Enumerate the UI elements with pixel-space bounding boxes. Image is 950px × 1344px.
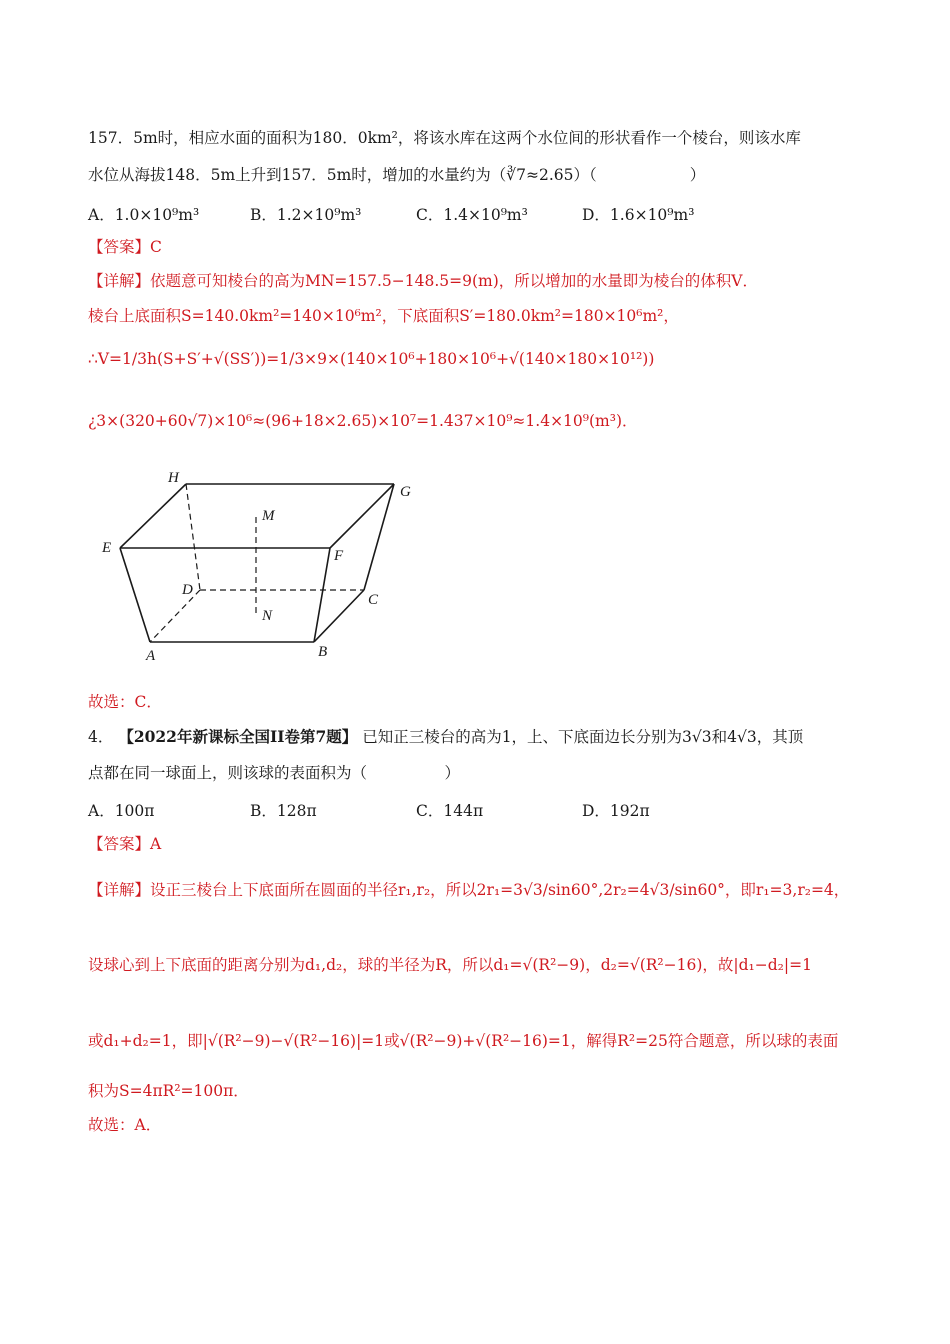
q4-detail-4: 积为S=4πR²=100π． bbox=[88, 1082, 249, 1100]
edge-EH bbox=[120, 484, 186, 548]
label-D: D bbox=[182, 582, 193, 598]
edge-HD bbox=[186, 484, 200, 590]
label-N: N bbox=[262, 608, 273, 624]
label-C: C bbox=[368, 592, 379, 608]
q4-stem-line-1 bbox=[88, 727, 803, 747]
q4-option-c[interactable]: C．144π bbox=[416, 802, 484, 820]
q4-option-a[interactable]: A．100π bbox=[88, 802, 155, 820]
q3-stem-line-1: 157．5m时，相应水面的面积为180．0km²，将该水库在这两个水位间的形状看作一个棱台，则该水库 bbox=[88, 129, 801, 147]
q4-number: 4． bbox=[88, 728, 114, 746]
frustum-diagram bbox=[96, 462, 426, 672]
q4-option-b[interactable]: B．128π bbox=[250, 802, 317, 820]
label-H: H bbox=[168, 470, 179, 486]
q3-detail-3: ∴V=1/3h(S+S′+√(SS′))=1/3×9×(140×10⁶+180×10⁶+√(140×180×10¹²)) bbox=[88, 350, 655, 368]
q3-answer: 【答案】C bbox=[88, 238, 162, 256]
q4-detail-3: 或d₁+d₂=1，即|√(R²−9)−√(R²−16)|=1或√(R²−9)+√(R²−16)=1，解得R²=25符合题意，所以球的表面 bbox=[88, 1032, 839, 1050]
frustum-figure bbox=[96, 462, 426, 676]
q3-detail-4: ¿3×(320+60√7)×10⁶≈(96+18×2.65)×10⁷=1.437×10⁹≈1.4×10⁹(m³)． bbox=[88, 412, 638, 430]
label-F: F bbox=[334, 548, 344, 564]
edge-EA bbox=[120, 548, 150, 642]
q4-answer: 【答案】A bbox=[88, 835, 162, 853]
q4-conclusion: 故选：A． bbox=[88, 1116, 162, 1134]
q3-detail-1: 【详解】依题意可知棱台的高为MN=157.5−148.5=9(m)，所以增加的水量即为棱台的体积V． bbox=[88, 272, 758, 290]
q3-option-a[interactable]: A．1.0×10⁹m³ bbox=[88, 206, 200, 224]
q4-source: 【2022年新课标全国II卷第7题】 bbox=[118, 727, 358, 746]
label-B: B bbox=[318, 644, 328, 660]
q3-option-b[interactable]: B．1.2×10⁹m³ bbox=[250, 206, 362, 224]
q3-detail-2: 棱台上底面积S=140.0km²=140×10⁶m²，下底面积S′=180.0km²=180×10⁶m²， bbox=[88, 307, 679, 325]
label-G: G bbox=[400, 484, 411, 500]
label-M: M bbox=[262, 508, 275, 524]
label-E: E bbox=[102, 540, 112, 556]
q3-option-c[interactable]: C．1.4×10⁹m³ bbox=[416, 206, 528, 224]
q4-detail-2: 设球心到上下底面的距离分别为d₁,d₂，球的半径为R，所以d₁=√(R²−9)，d₂=√(R²−16)，故|d₁−d₂|=1 bbox=[88, 956, 812, 974]
q3-stem-line-2: 水位从海拔148．5m上升到157．5m时，增加的水量约为（∛7≈2.65）（ ） bbox=[88, 166, 706, 184]
q3-conclusion: 故选：C． bbox=[88, 693, 162, 711]
q4-option-d[interactable]: D．192π bbox=[582, 802, 650, 820]
q4-stem-text: 已知正三棱台的高为1，上、下底面边长分别为3√3和4√3，其顶 bbox=[362, 728, 804, 746]
q4-detail-1: 【详解】设正三棱台上下底面所在圆面的半径r₁,r₂，所以2r₁=3√3/sin60°,2r₂=4√3/sin60°，即r₁=3,r₂=4， bbox=[88, 881, 850, 899]
label-A: A bbox=[146, 648, 156, 664]
q4-stem-line-2: 点都在同一球面上，则该球的表面积为（ ） bbox=[88, 764, 461, 782]
q3-option-d[interactable]: D．1.6×10⁹m³ bbox=[582, 206, 695, 224]
